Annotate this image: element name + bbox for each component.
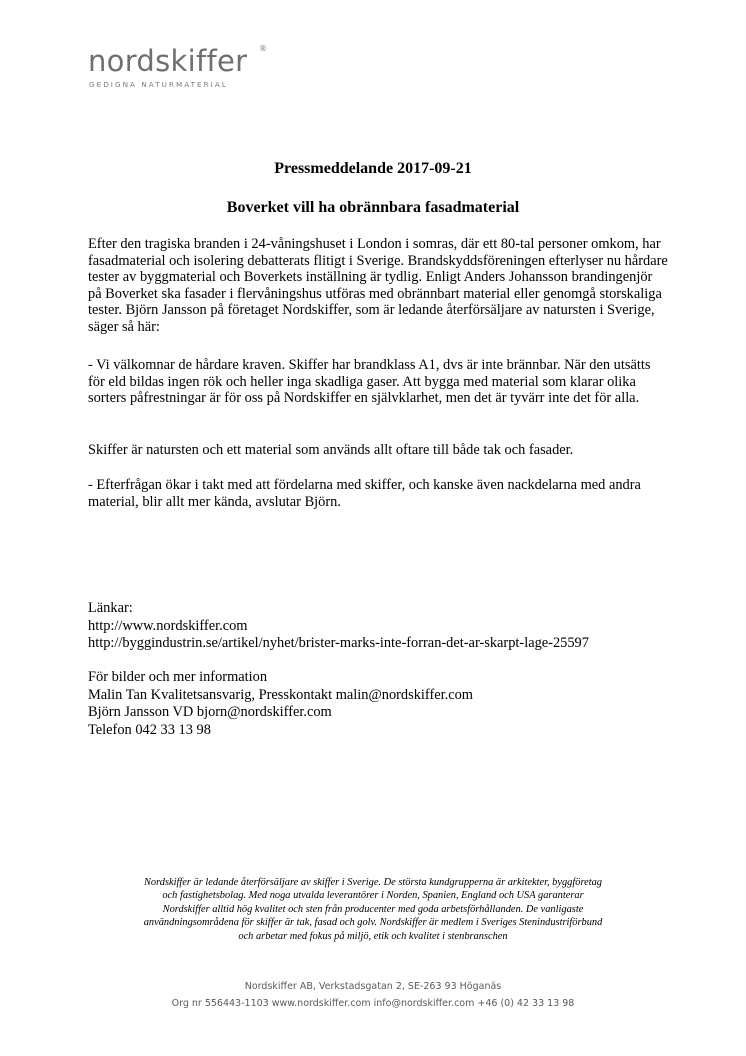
contact-line-malin: Malin Tan Kvalitetsansvarig, Presskontakt malin@nordskiffer.com xyxy=(88,686,474,703)
about-line: Nordskiffer alltid hög kvalitet och sten från producenter med goda arbetsförhållanden. De vanligaste xyxy=(162,903,584,915)
about-line: Nordskiffer är ledande återförsäljare av skiffer i Sverige. De största kundgrupperna är arkitekter, byggföretag xyxy=(144,877,602,888)
about-line: användningsområdena för skiffer är tak, fasad och golv. Nordskiffer är medlem i Sveriges Stenindustriförbund xyxy=(143,917,603,929)
press-dateline: Pressmeddelande 2017-09-21 xyxy=(274,160,472,177)
paragraph-text: - Vi välkomnar de hårdare kraven. Skiffer har brandklass A1, dvs är inte brännbar. När den utsätts för eld bildas ingen rök och heller inga skadliga gaser. Att bygga med material som klarar olika sorters påfrestningar är för oss på Nordskiffer en självklarhet, men det är tyvärr inte det för alla. xyxy=(88,357,651,407)
paragraph-text: Skiffer är natursten och ett material som används allt oftare till både tak och fasader. xyxy=(88,442,574,458)
paragraph-text: Efter den tragiska branden i 24-våningshuset i London i somras, där ett 80-tal personer omkom, har fasadmaterial och isolering debatterats flitigt i Sverige. Brandskyddsföreningen efterlyser nu hårdare tester av byggmaterial och Boverkets inställning är tydlig. Enligt Anders Johansson brandingenjör på Boverket ska fasader i flervåningshus utföras med obrännbart material eller genomgå storskaliga tester. Björn Jansson på företaget Nordskiffer, som är ledande återförsäljare av natursten i Sverige, säger så här: xyxy=(88,236,668,335)
contact-heading: För bilder och mer information xyxy=(88,669,268,685)
contact-line-phone: Telefon 042 33 13 98 xyxy=(88,721,211,738)
logo-tagline: GEDIGNA NATURMATERIAL xyxy=(89,80,228,89)
press-headline: Boverket vill ha obrännbara fasadmaterial xyxy=(226,199,520,216)
links-section xyxy=(88,600,589,653)
link-byggindustrin[interactable]: http://byggindustrin.se/artikel/nyhet/brister-marks-inte-forran-det-ar-skarpt-lage-25597 xyxy=(88,635,589,651)
footer-address: Nordskiffer AB, Verkstadsgatan 2, SE-263 93 Höganäs xyxy=(244,981,502,992)
logo-wordmark: nordskiffer xyxy=(88,44,248,78)
contact-line-bjorn: Björn Jansson VD bjorn@nordskiffer.com xyxy=(88,704,332,720)
body-paragraph-1 xyxy=(88,236,668,336)
links-heading: Länkar: xyxy=(88,600,133,616)
about-line: och arbetar med fokus på miljö, etik och kvalitet i stenbranschen xyxy=(238,930,508,942)
contact-section xyxy=(88,669,473,739)
registered-mark: ® xyxy=(259,44,267,53)
paragraph-text: - Efterfrågan ökar i takt med att fördelarna med skiffer, och kanske även nackdelarna med andra material, blir allt mer kända, avslutar Björn. xyxy=(88,477,641,510)
body-paragraph-2 xyxy=(88,357,668,407)
body-paragraph-3 xyxy=(88,442,668,459)
about-line: och fastighetsbolag. Med noga utvalda leverantörer i Norden, Spanien, England och USA garanterar xyxy=(162,890,584,902)
link-nordskiffer[interactable]: http://www.nordskiffer.com xyxy=(88,617,248,634)
company-logo xyxy=(88,44,267,89)
body-paragraph-4 xyxy=(88,477,668,510)
footer-company-line: Org nr 556443-1103 www.nordskiffer.com info@nordskiffer.com +46 (0) 42 33 13 98 xyxy=(171,998,575,1009)
about-company xyxy=(78,876,668,943)
